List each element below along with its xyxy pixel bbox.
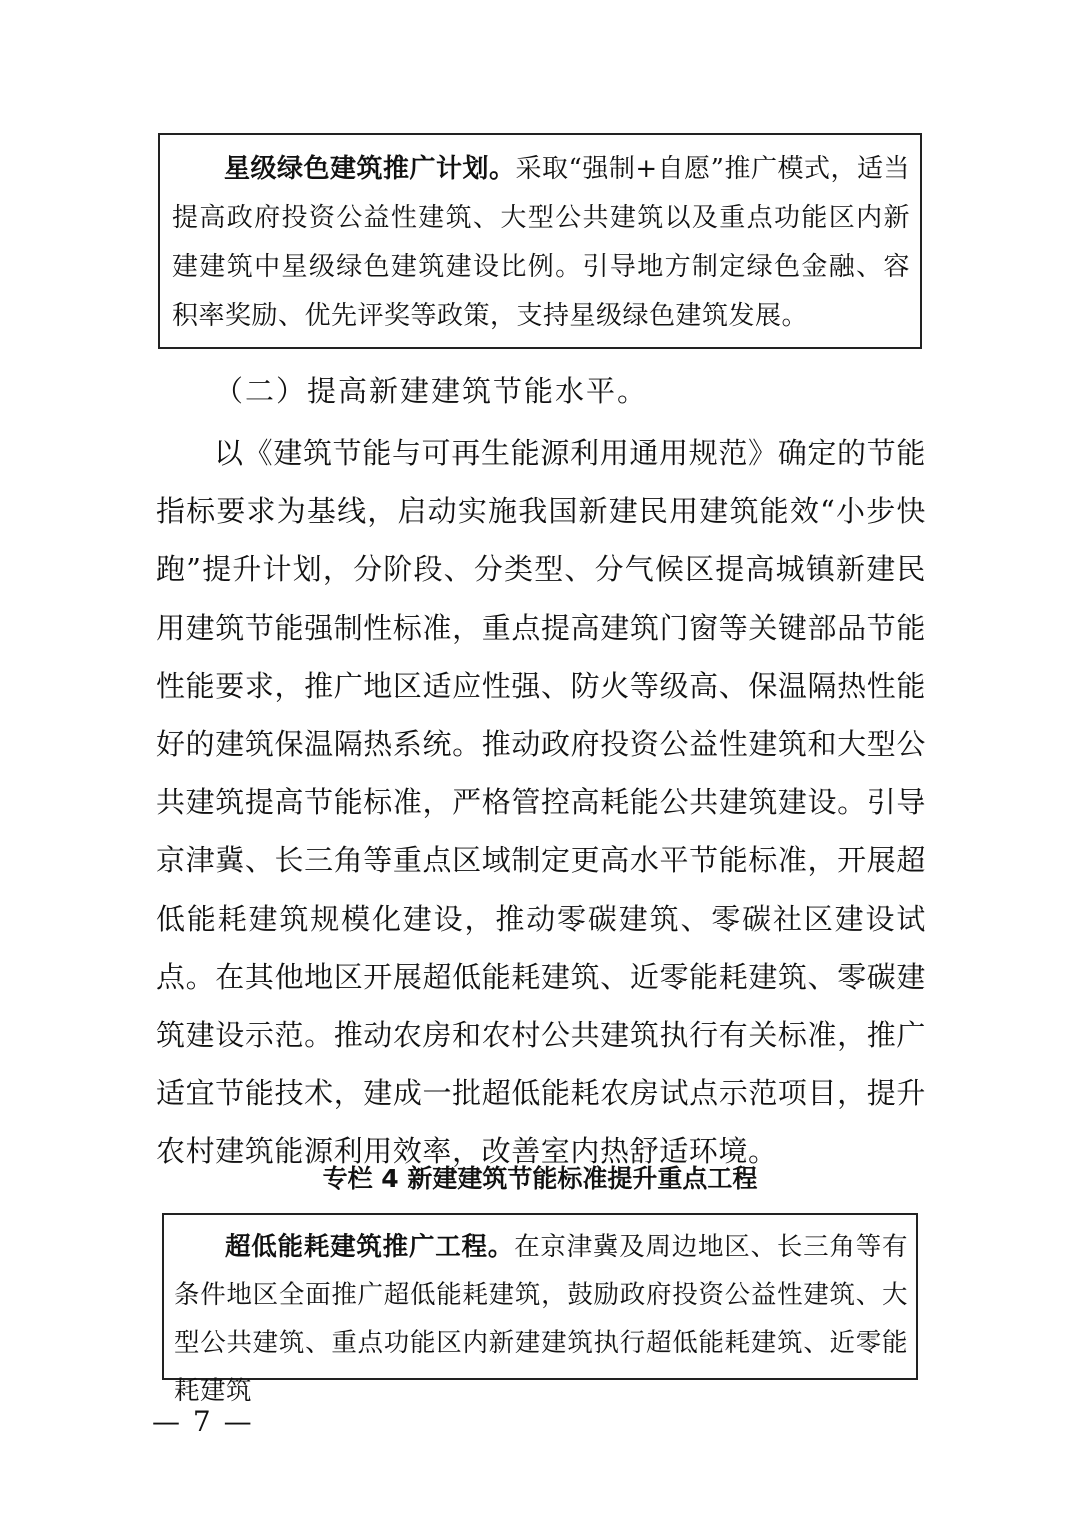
program-box-lead: 星级绿色建筑推广计划。 [224,154,516,184]
program-box-body: 在京津冀及周边地区、长三角等有条件地区全面推广超低能耗建筑，鼓励政府投资公益性建筑、大型公共建筑、重点功能区内新建建筑执行超低能耗建筑、近零能耗建筑 [174,1232,908,1406]
program-box-text [174,1223,908,1415]
program-box-text [172,145,910,341]
section-heading: （二）提高新建建筑节能水平。 [214,374,649,408]
program-box-body: 采取“强制+自愿”推广模式，适当提高政府投资公益性建筑、大型公共建筑以及重点功能区内新建建筑中星级绿色建筑建设比例。引导地方制定绿色金融、容积率奖励、优先评奖等政策，支持星级绿色建筑发展。 [172,154,910,331]
program-box-star-green-building [158,133,922,349]
column-title: 专栏 4 新建建筑节能标准提升重点工程 [322,1164,758,1193]
page-number: — 7 — [152,1405,254,1438]
program-box-lead: 超低能耗建筑推广工程。 [225,1232,515,1262]
body-paragraph: 以《建筑节能与可再生能源利用通用规范》确定的节能指标要求为基线，启动实施我国新建民用建筑能效“小步快跑”提升计划，分阶段、分类型、分气候区提高城镇新建民用建筑节能强制性标准，重点提高建筑门窗等关键部品节能性能要求，推广地区适应性强、防火等级高、保温隔热性能好的建筑保温隔热系统。推动政府投资公益性建筑和大型公共建筑提高节能标准，严格管控高耗能公共建筑建设。引导京津冀、长三角等重点区域制定更高水平节能标准，开展超低能耗建筑规模化建设，推动零碳建筑、零碳社区建设试点。在其他地区开展超低能耗建筑、近零能耗建筑、零碳建筑建设示范。推动农房和农村公共建筑执行有关标准，推广适宜节能技术，建成一批超低能耗农房试点示范项目，提升农村建筑能源利用效率，改善室内热舒适环境。 [156,436,926,1169]
program-box-ultra-low-energy [162,1213,918,1406]
